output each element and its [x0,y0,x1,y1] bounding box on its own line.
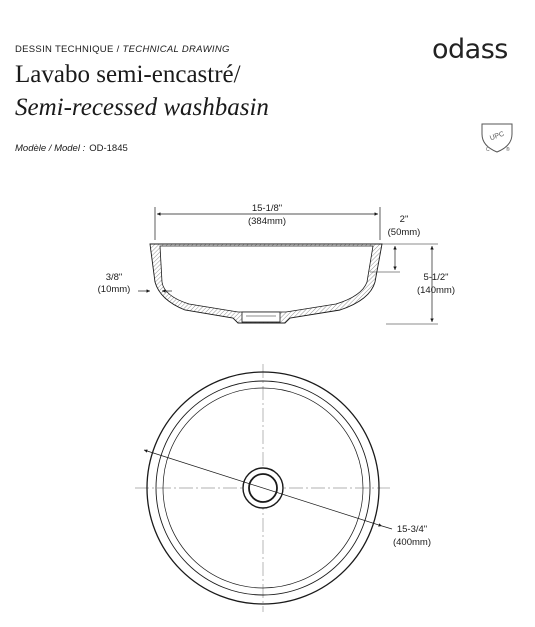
drain-section [242,312,280,322]
upc-c-mark: C [486,147,490,153]
model-number: OD-1845 [89,143,128,154]
drawing-type-en: TECHNICAL DRAWING [122,44,230,55]
drawing-type-fr: DESSIN TECHNIQUE [15,44,114,55]
rim-metric-label: (50mm) [387,227,421,238]
height-metric-label: (140mm) [416,285,456,296]
side-view [98,203,455,324]
model-label: Modèle / Model : [15,143,86,154]
rim-imperial-label: 2" [399,214,409,225]
basin-section-interior [160,246,373,312]
height-imperial-label: 5-1/2" [423,272,449,283]
upc-mark-text: UPC [489,130,506,143]
brand-logo: odass [432,34,508,65]
drawing-type-separator: / [116,44,120,55]
wall-metric-label: (10mm) [97,284,131,295]
width-imperial-label: 15-1/8" [251,203,283,214]
top-view [135,364,431,612]
width-metric-label: (384mm) [247,216,287,227]
page-title-fr: Lavabo semi-encastré/ [15,61,241,88]
diameter-metric-label: (400mm) [392,537,432,548]
wall-imperial-label: 3/8" [105,272,123,283]
upc-r-mark: ® [506,147,510,153]
diameter-imperial-label: 15-3/4" [396,524,428,535]
page-title-en: Semi-recessed washbasin [15,94,269,121]
